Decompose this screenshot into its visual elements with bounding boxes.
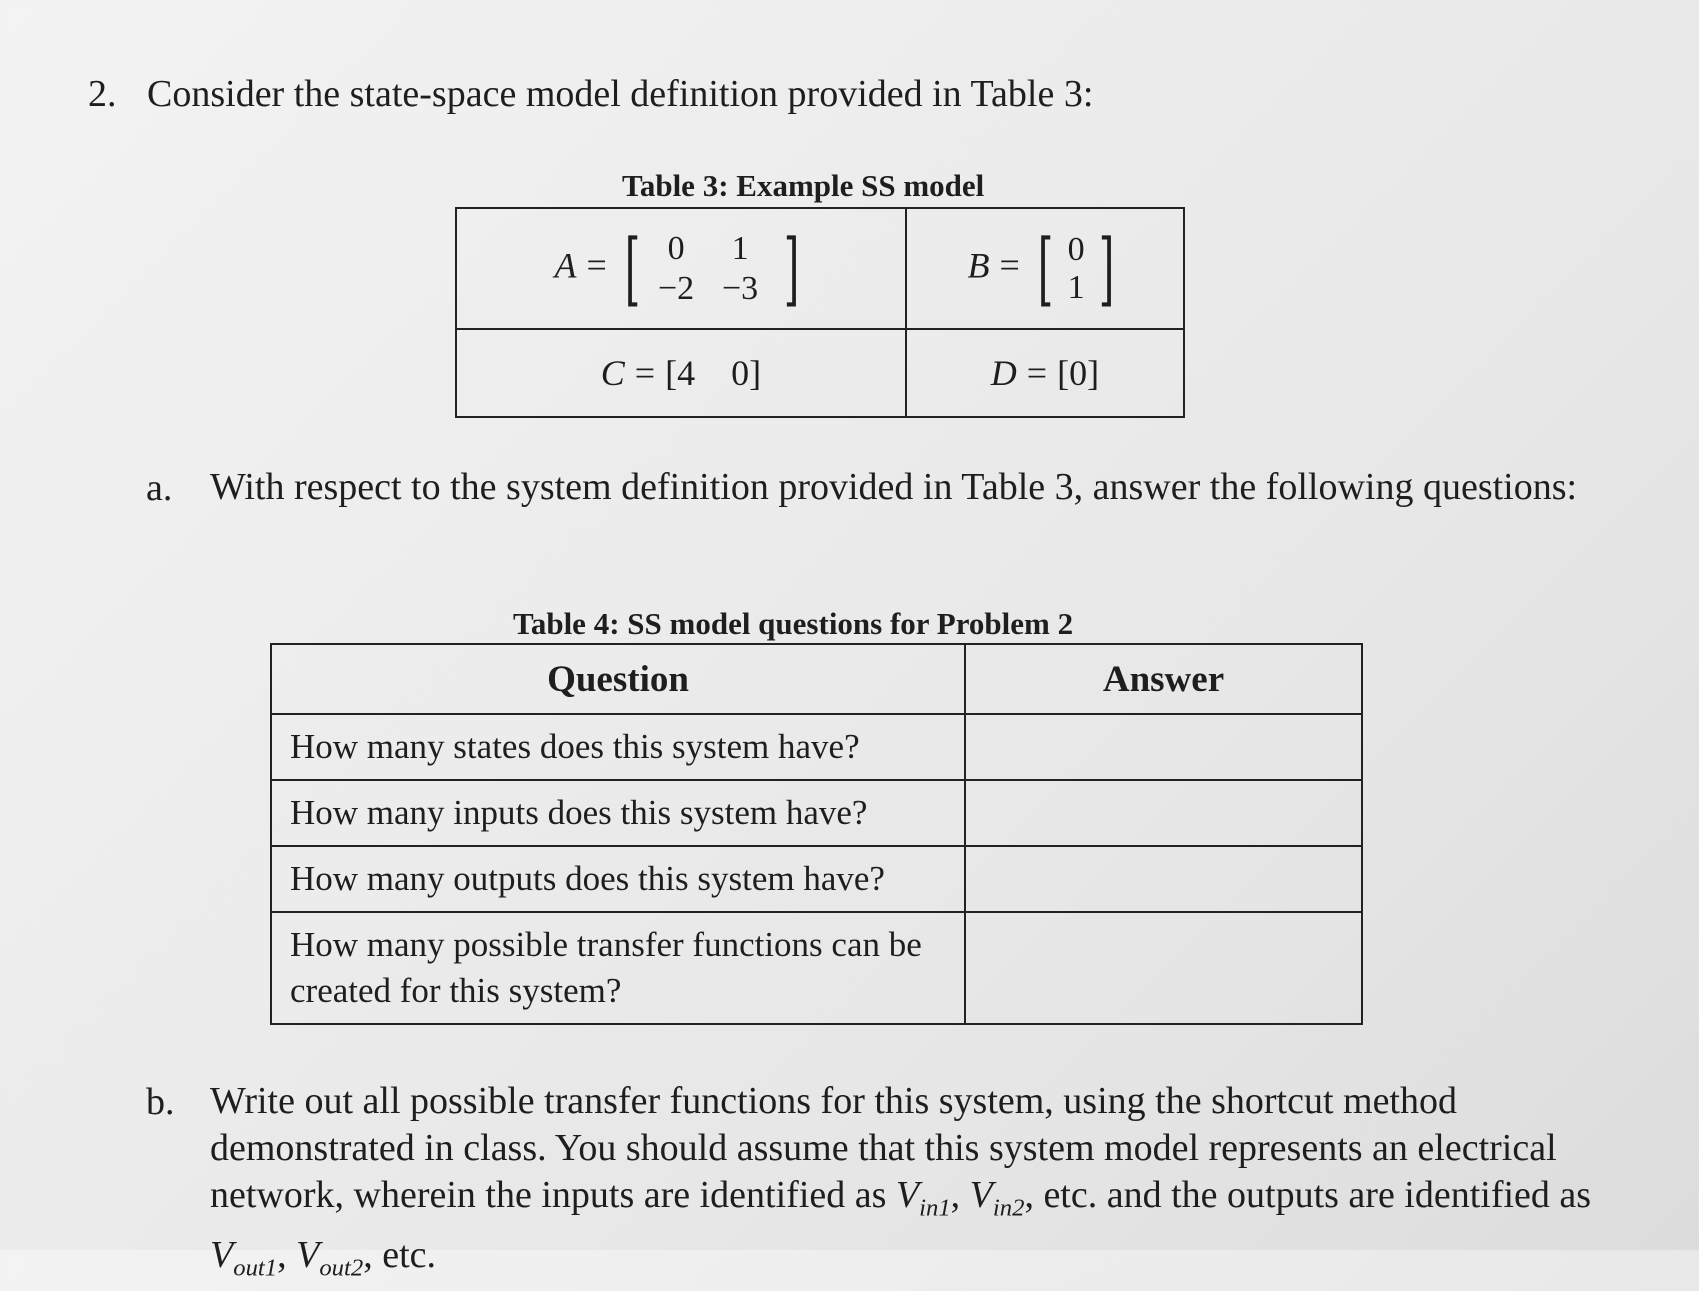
- table3-caption: Table 3: Example SS model: [622, 168, 985, 203]
- part-b-letter: b.: [146, 1081, 175, 1123]
- problem-statement: Consider the state-space model definition provided in Table 3:: [147, 73, 1094, 115]
- matrix-a-cell: A = [ 0 1 −2 −3 ]: [456, 208, 906, 329]
- matrix-c-cell: C = [4 0]: [456, 329, 906, 417]
- answer-cell[interactable]: [965, 846, 1362, 912]
- table-row: [271, 714, 1362, 780]
- matrix-b-label: B: [967, 244, 990, 285]
- question-cell: How many inputs does this system have?: [271, 780, 965, 846]
- matrix-a: [ 0 1 −2 −3 ]: [624, 221, 800, 315]
- matrix-d-label: D: [990, 353, 1017, 393]
- answer-cell[interactable]: [965, 714, 1362, 780]
- answer-cell[interactable]: [965, 912, 1362, 1024]
- part-a-letter: a.: [146, 467, 173, 509]
- part-a-text: With respect to the system definition provided in Table 3, answer the following questions:: [210, 466, 1578, 508]
- matrix-d-cell: D = [0]: [906, 329, 1184, 417]
- answer-header: Answer: [965, 644, 1362, 714]
- table-row: [271, 846, 1362, 912]
- matrix-c-label: C: [600, 353, 625, 393]
- answer-cell[interactable]: [965, 780, 1362, 846]
- matrix-a-label: A: [554, 244, 577, 285]
- matrix-b-cell: B = [ 0 1 ]: [906, 208, 1184, 329]
- question-cell: How many states does this system have?: [271, 714, 965, 780]
- question-cell: How many outputs does this system have?: [271, 846, 965, 912]
- state-space-table: [455, 207, 1185, 418]
- matrix-b: [ 0 1 ]: [1037, 221, 1115, 315]
- problem-number: 2.: [88, 73, 117, 115]
- questions-table: [270, 643, 1363, 1025]
- matrix-d-value: [0]: [1057, 353, 1100, 393]
- question-cell: How many possible transfer functions can be created for this system?: [271, 912, 965, 1024]
- table-row: [271, 912, 1362, 1024]
- question-header: Question: [271, 644, 965, 714]
- table4-caption: Table 4: SS model questions for Problem 2: [513, 606, 1074, 641]
- part-b-text: Write out all possible transfer functions for this system, using the shortcut method demonstrated in class. You should assume that this system model represents an electrical network, wherein the inputs are identified as $V_{in1}$, $V_{in2}$, etc. and the outputs are identified as $V_{out1}$, $V_{out2}$, etc.: [210, 1080, 1592, 1282]
- table-row: [271, 780, 1362, 846]
- matrix-c-value: [4 0]: [665, 353, 762, 393]
